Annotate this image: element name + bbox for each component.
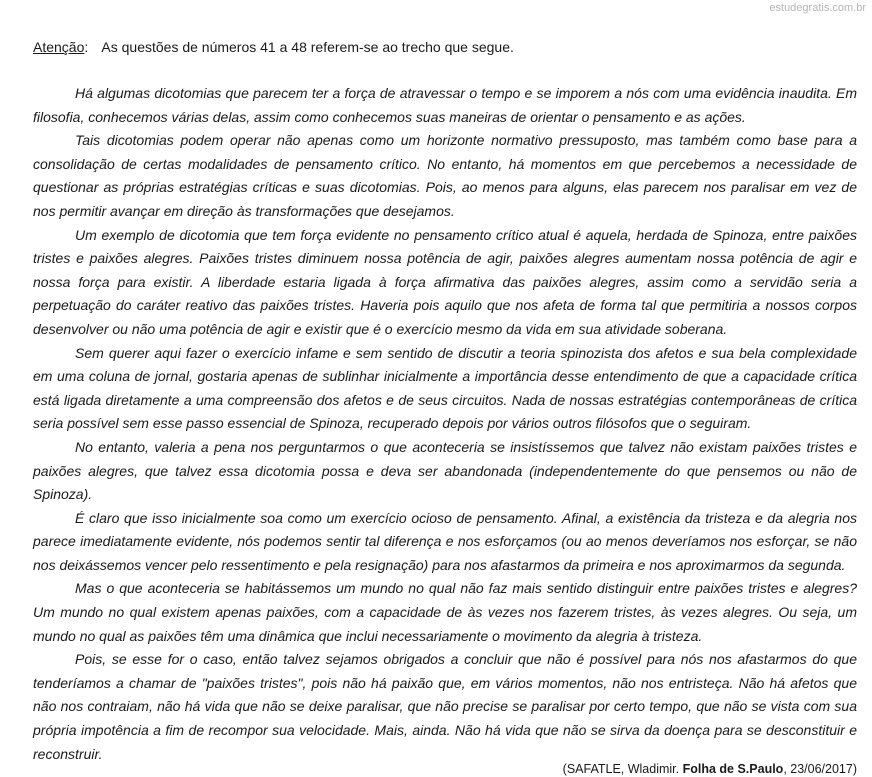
watermark: estudegratis.com.br xyxy=(769,2,866,14)
notice-colon: : xyxy=(84,39,89,55)
paragraph: É claro que isso inicialmente soa como um exercício ocioso de pensamento. Afinal, a existência da tristeza e da alegria nos parece imediatamente evidente, nós podemos sentir tal diferença e nos esforçamos (ou ao menos deveríamos nos esforçar, se não nos deixássemos vencer pelo ressentimento e pela resignação) para nos afastarmos da primeira e nos aproximarmos da segunda. xyxy=(33,509,857,573)
paragraph: Sem querer aqui fazer o exercício infame e sem sentido de discutir a teoria spinozista dos afetos e sua bela complexidade em uma coluna de jornal, gostaria apenas de sublinhar inicialmente a importância desse entendimento de que a capacidade crítica está ligada diretamente a uma compreensão dos afetos e de seus circuitos. Nada de nossas estratégias contemporâneas de crítica seria possível sem esse passo essencial de Spinoza, recuperado depois por vários outros filósofos que o seguiram. xyxy=(33,344,857,432)
citation-source: Folha de S.Paulo xyxy=(682,762,784,776)
paragraph: Tais dicotomias podem operar não apenas como um horizonte normativo pressuposto, mas também como base para a consolidação de certas modalidades de pensamento crítico. No entanto, há momentos em que percebemos a necessidade de questionar as próprias estratégias críticas e suas dicotomias. Pois, ao menos para alguns, elas parecem nos paralisar em vez de nos permitir avançar em direção às transformações que desejamos. xyxy=(33,132,857,219)
citation-prefix: (SAFATLE, Wladimir. xyxy=(562,762,683,776)
paragraph: No entanto, valeria a pena nos perguntarmos o que aconteceria se insistíssemos que talvez não existam paixões tristes e paixões alegres, que talvez essa dicotomia possa e deva ser abandonada (independentemente do que pensemos ou não de Spinoza). xyxy=(33,438,857,503)
article-text xyxy=(33,82,857,766)
citation xyxy=(563,762,857,776)
citation-suffix: , 23/06/2017) xyxy=(783,762,857,776)
notice-header xyxy=(33,39,514,55)
notice-text: As questões de números 41 a 48 referem-se ao trecho que segue. xyxy=(101,39,514,55)
paragraph: Há algumas dicotomias que parecem ter a força de atravessar o tempo e se imporem a nós com uma evidência inaudita. Em filosofia, conhecemos várias delas, assim como conhecemos suas maneiras de orientar o pensamento e as ações. xyxy=(33,85,857,125)
paragraph: Um exemplo de dicotomia que tem força evidente no pensamento crítico atual é aquela, herdada de Spinoza, entre paixões tristes e paixões alegres. Paixões tristes diminuem nossa potência de agir, paixões alegres aumentam nossa potência de agir e nossa força para existir. A liberdade estaria ligada à força afirmativa das paixões alegres, assim como a servidão seria a perpetuação do caráter reativo das paixões tristes. Haveria pois aquilo que nos afeta de forma tal que permitiria a nossos corpos desenvolver ou não uma potência de agir e existir que é o exercício mesmo da vida em sua atividade soberana. xyxy=(33,226,857,337)
paragraph: Mas o que aconteceria se habitássemos um mundo no qual não faz mais sentido distinguir entre paixões tristes e alegres? Um mundo no qual existem apenas paixões, com a capacidade de às vezes nos fazerem tristes, às vezes alegres. Ou seja, um mundo no qual as paixões têm uma dinâmica que inclui necessariamente o movimento da alegria à tristeza. xyxy=(33,580,857,644)
paragraph: Pois, se esse for o caso, então talvez sejamos obrigados a concluir que não é possível para nós nos afastarmos do que tenderíamos a chamar de "paixões tristes", pois não há paixão que, em vários momentos, não nos entristeça. Não há afetos que não nos contraiam, não há vida que não se deixe paralisar, que não precise se paralisar por certo tempo, que não se vista com sua própria impotência a fim de recompor sua velocidade. Mais, ainda. Não há vida que não se sirva da doença para se desconstituir e reconstruir. xyxy=(33,651,857,762)
notice-label: Atenção xyxy=(33,39,85,55)
